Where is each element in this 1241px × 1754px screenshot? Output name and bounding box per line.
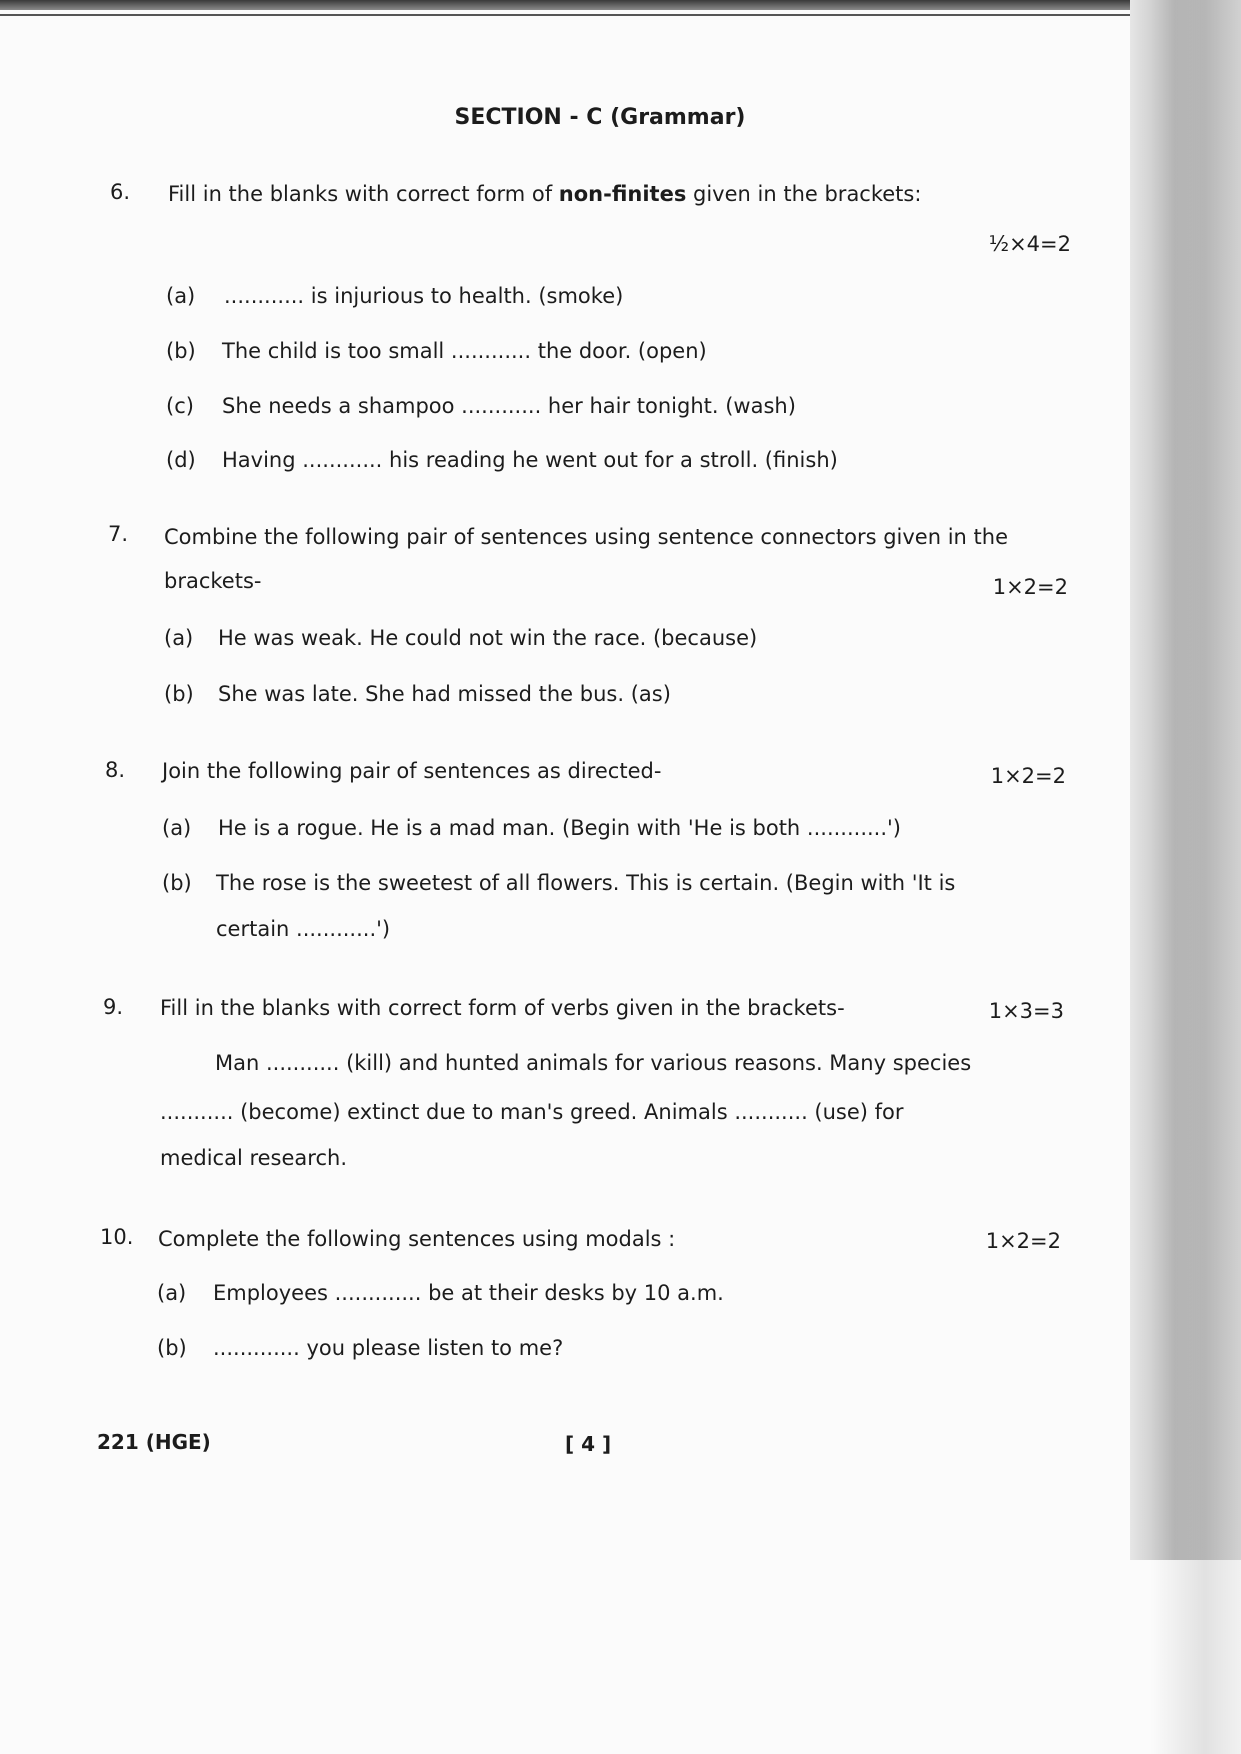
section-title: SECTION - C (Grammar) [454, 105, 746, 130]
question-9-marks: 1×3=3 [988, 999, 1064, 1023]
question-9-paragraph-line3: medical research. [160, 1146, 347, 1170]
question-7-item-a-text: He was weak. He could not win the race. (because) [218, 626, 758, 650]
question-9-number: 9. [103, 995, 124, 1019]
question-6-item-d-label: (d) [166, 448, 196, 472]
question-8-number: 8. [105, 758, 126, 782]
question-6-prompt-start: Fill in the blanks with correct form of [168, 182, 559, 206]
question-10-item-a-text: Employees ............. be at their desks by 10 a.m. [213, 1281, 724, 1305]
question-6-prompt [168, 180, 921, 208]
question-7-item-b-text: She was late. She had missed the bus. (as) [218, 682, 671, 706]
question-7-number: 7. [108, 522, 129, 546]
scan-top-line [0, 14, 1130, 16]
question-8-item-b-label: (b) [162, 871, 192, 895]
question-10-item-b-label: (b) [157, 1336, 187, 1360]
question-7-prompt-line2: brackets- [164, 569, 262, 593]
question-10-number: 10. [100, 1225, 134, 1249]
question-10-marks: 1×2=2 [985, 1229, 1061, 1253]
question-6-item-d-text: Having ............ his reading he went out for a stroll. (finish) [222, 448, 838, 472]
question-7-item-a-label: (a) [164, 626, 194, 650]
question-10-item-b-text: ............. you please listen to me? [213, 1336, 564, 1360]
question-8-item-a-text: He is a rogue. He is a mad man. (Begin with 'He is both ............') [218, 816, 901, 840]
scan-top-edge [0, 0, 1160, 10]
question-8-prompt: Join the following pair of sentences as directed- [162, 759, 662, 783]
question-6-item-a-text: ............ is injurious to health. (smoke) [224, 284, 624, 308]
scan-right-shadow-gradient [1150, 0, 1241, 1754]
question-6-item-b-label: (b) [166, 339, 196, 363]
paper-code: 221 (HGE) [97, 1430, 211, 1454]
question-6-prompt-bold: non-finites [558, 182, 687, 206]
question-9-paragraph-line1: Man ........... (kill) and hunted animals for various reasons. Many species [215, 1051, 972, 1075]
question-8-item-b-text-line1: The rose is the sweetest of all flowers. This is certain. (Begin with 'It is [216, 871, 956, 895]
question-6-item-b-text: The child is too small ............ the door. (open) [222, 339, 707, 363]
question-6-item-c-text: She needs a shampoo ............ her hair tonight. (wash) [222, 394, 796, 418]
question-7-prompt-line1: Combine the following pair of sentences using sentence connectors given in the [164, 525, 1008, 549]
question-6-item-c-label: (c) [166, 394, 194, 418]
question-8-item-a-label: (a) [162, 816, 192, 840]
question-6-number: 6. [110, 180, 131, 204]
question-8-item-b-text-line2: certain ............') [216, 917, 391, 941]
question-10-item-a-label: (a) [157, 1281, 187, 1305]
question-8-marks: 1×2=2 [990, 764, 1066, 788]
question-7-item-b-label: (b) [164, 682, 194, 706]
question-9-paragraph-line2: ........... (become) extinct due to man's greed. Animals ........... (use) for [160, 1100, 904, 1124]
question-6-marks: ½×4=2 [988, 232, 1071, 256]
question-9-prompt: Fill in the blanks with correct form of verbs given in the brackets- [160, 996, 845, 1020]
page-number: [ 4 ] [565, 1432, 612, 1456]
question-7-marks: 1×2=2 [992, 575, 1068, 599]
question-10-prompt: Complete the following sentences using modals : [158, 1227, 676, 1251]
question-6-item-a-label: (a) [166, 284, 196, 308]
question-6-prompt-end: given in the brackets: [686, 182, 922, 206]
